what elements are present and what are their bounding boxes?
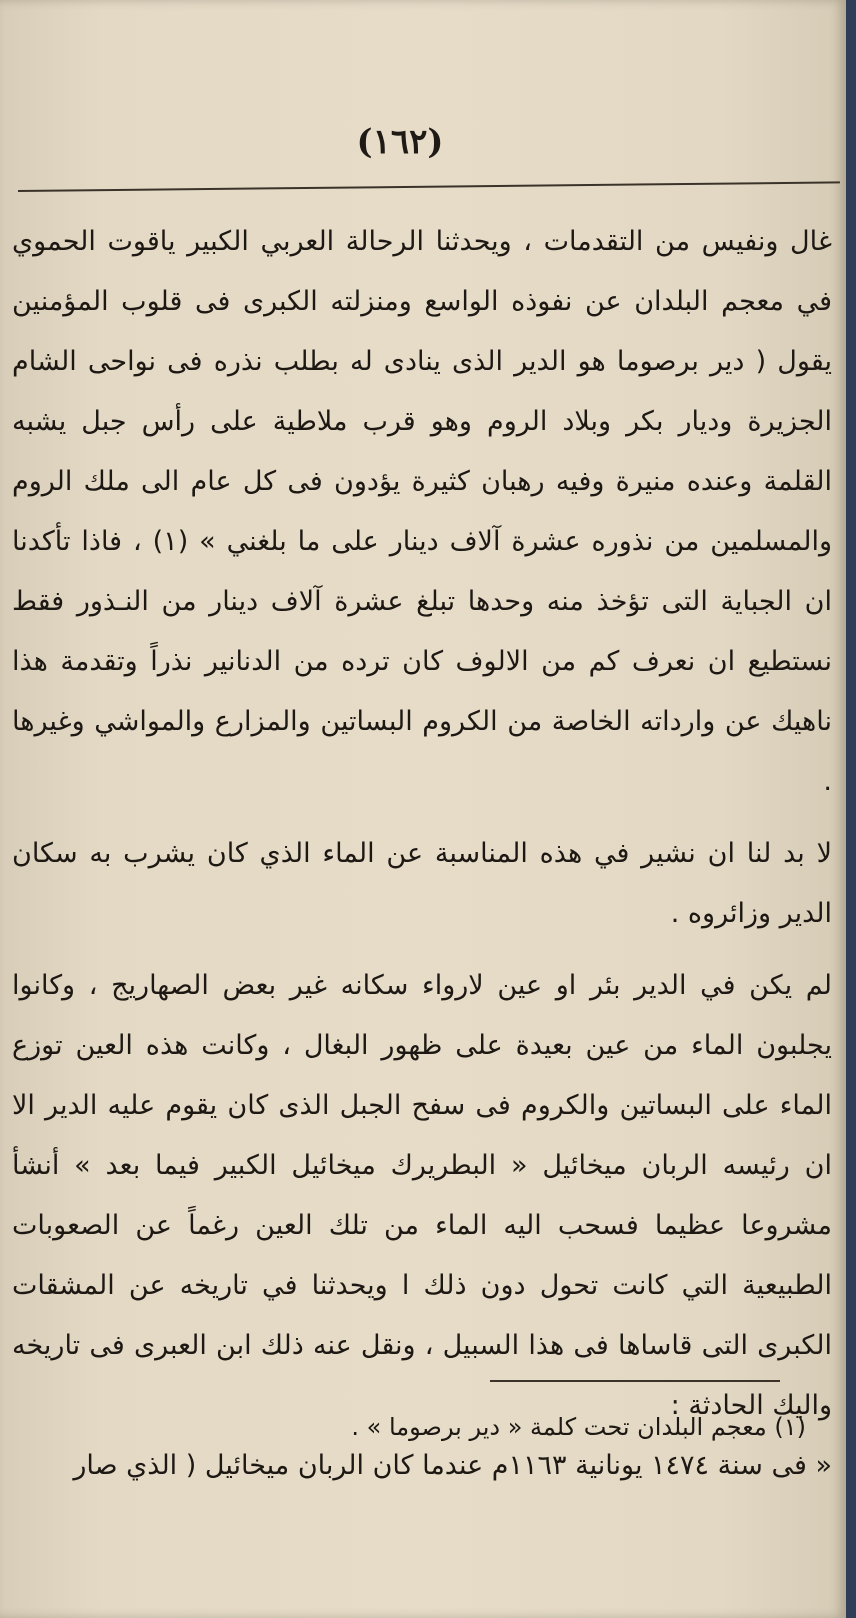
paragraph-2: لا بد لنا ان نشير في هذه المناسبة عن الماء الذي كان يشرب به سكان الدير وزائروه .	[12, 838, 832, 929]
footnote-rule	[490, 1380, 780, 1382]
paragraph-spacer	[12, 812, 832, 824]
page-number: (١٦٢)	[356, 122, 444, 162]
paragraph-4: « فى سنة ١٤٧٤ يونانية ١١٦٣م عندما كان الربان ميخائيل ( الذي صار	[73, 1450, 832, 1481]
paragraph-spacer	[12, 944, 832, 956]
footnote: (١) معجم البلدان تحت كلمة « دير برصوما » .	[351, 1413, 806, 1441]
paragraph-1: غال ونفيس من التقدمات ، ويحدثنا الرحالة العربي الكبير ياقوت الحموي في معجم البلدان عن نفوذه الواسع ومنزلته الكبرى فى قلوب المؤمنين يقول ( دير برصوما هو الدير الذى ينادى له بطلب نذره فى نواحى الشام الجزيرة وديار بكر وبلاد الروم وهو قرب ملاطية على رأس جبل يشبه القلمة وعنده منيرة وفيه رهبان كثيرة يؤدون فى كل عام الى ملك الروم والمسلمين من نذوره عشرة آلاف دينار على ما بلغني » (١) ، فاذا تأكدنا ان الجباية التى تؤخذ منه وحدها تبلغ عشرة آلاف دينار من النـذور فقط نستطيع ان نعرف كم من الالوف كان ترده من الدنانير نذراً وتقدمة هذا ناهيك عن وارداته الخاصة من الكروم البساتين والمزارع والمواشي وغيرها .	[12, 226, 832, 797]
body-text	[12, 212, 832, 1496]
header-rule	[18, 181, 840, 192]
paragraph-3: لم يكن في الدير بئر او عين لارواء سكانه غير بعض الصهاريج ، وكانوا يجلبون الماء من عين بعيدة على ظهور البغال ، وكانت هذه العين توزع الماء على البساتين والكروم فى سفح الجبل الذى كان يقوم عليه الدير الا ان رئيسه الربان ميخائيل « البطريرك ميخائيل الكبير فيما بعد » أنشأ مشروعا عظيما فسحب اليه الماء من تلك العين رغماً عن الصعوبات الطبيعية التي كانت تحول دون ذلك ا ويحدثنا في تاريخه عن المشقات الكبرى التى قاساها فى هذا السبيل ، ونقل عنه ذلك ابن العبرى فى تاريخه واليك الحادثة :	[12, 970, 832, 1421]
